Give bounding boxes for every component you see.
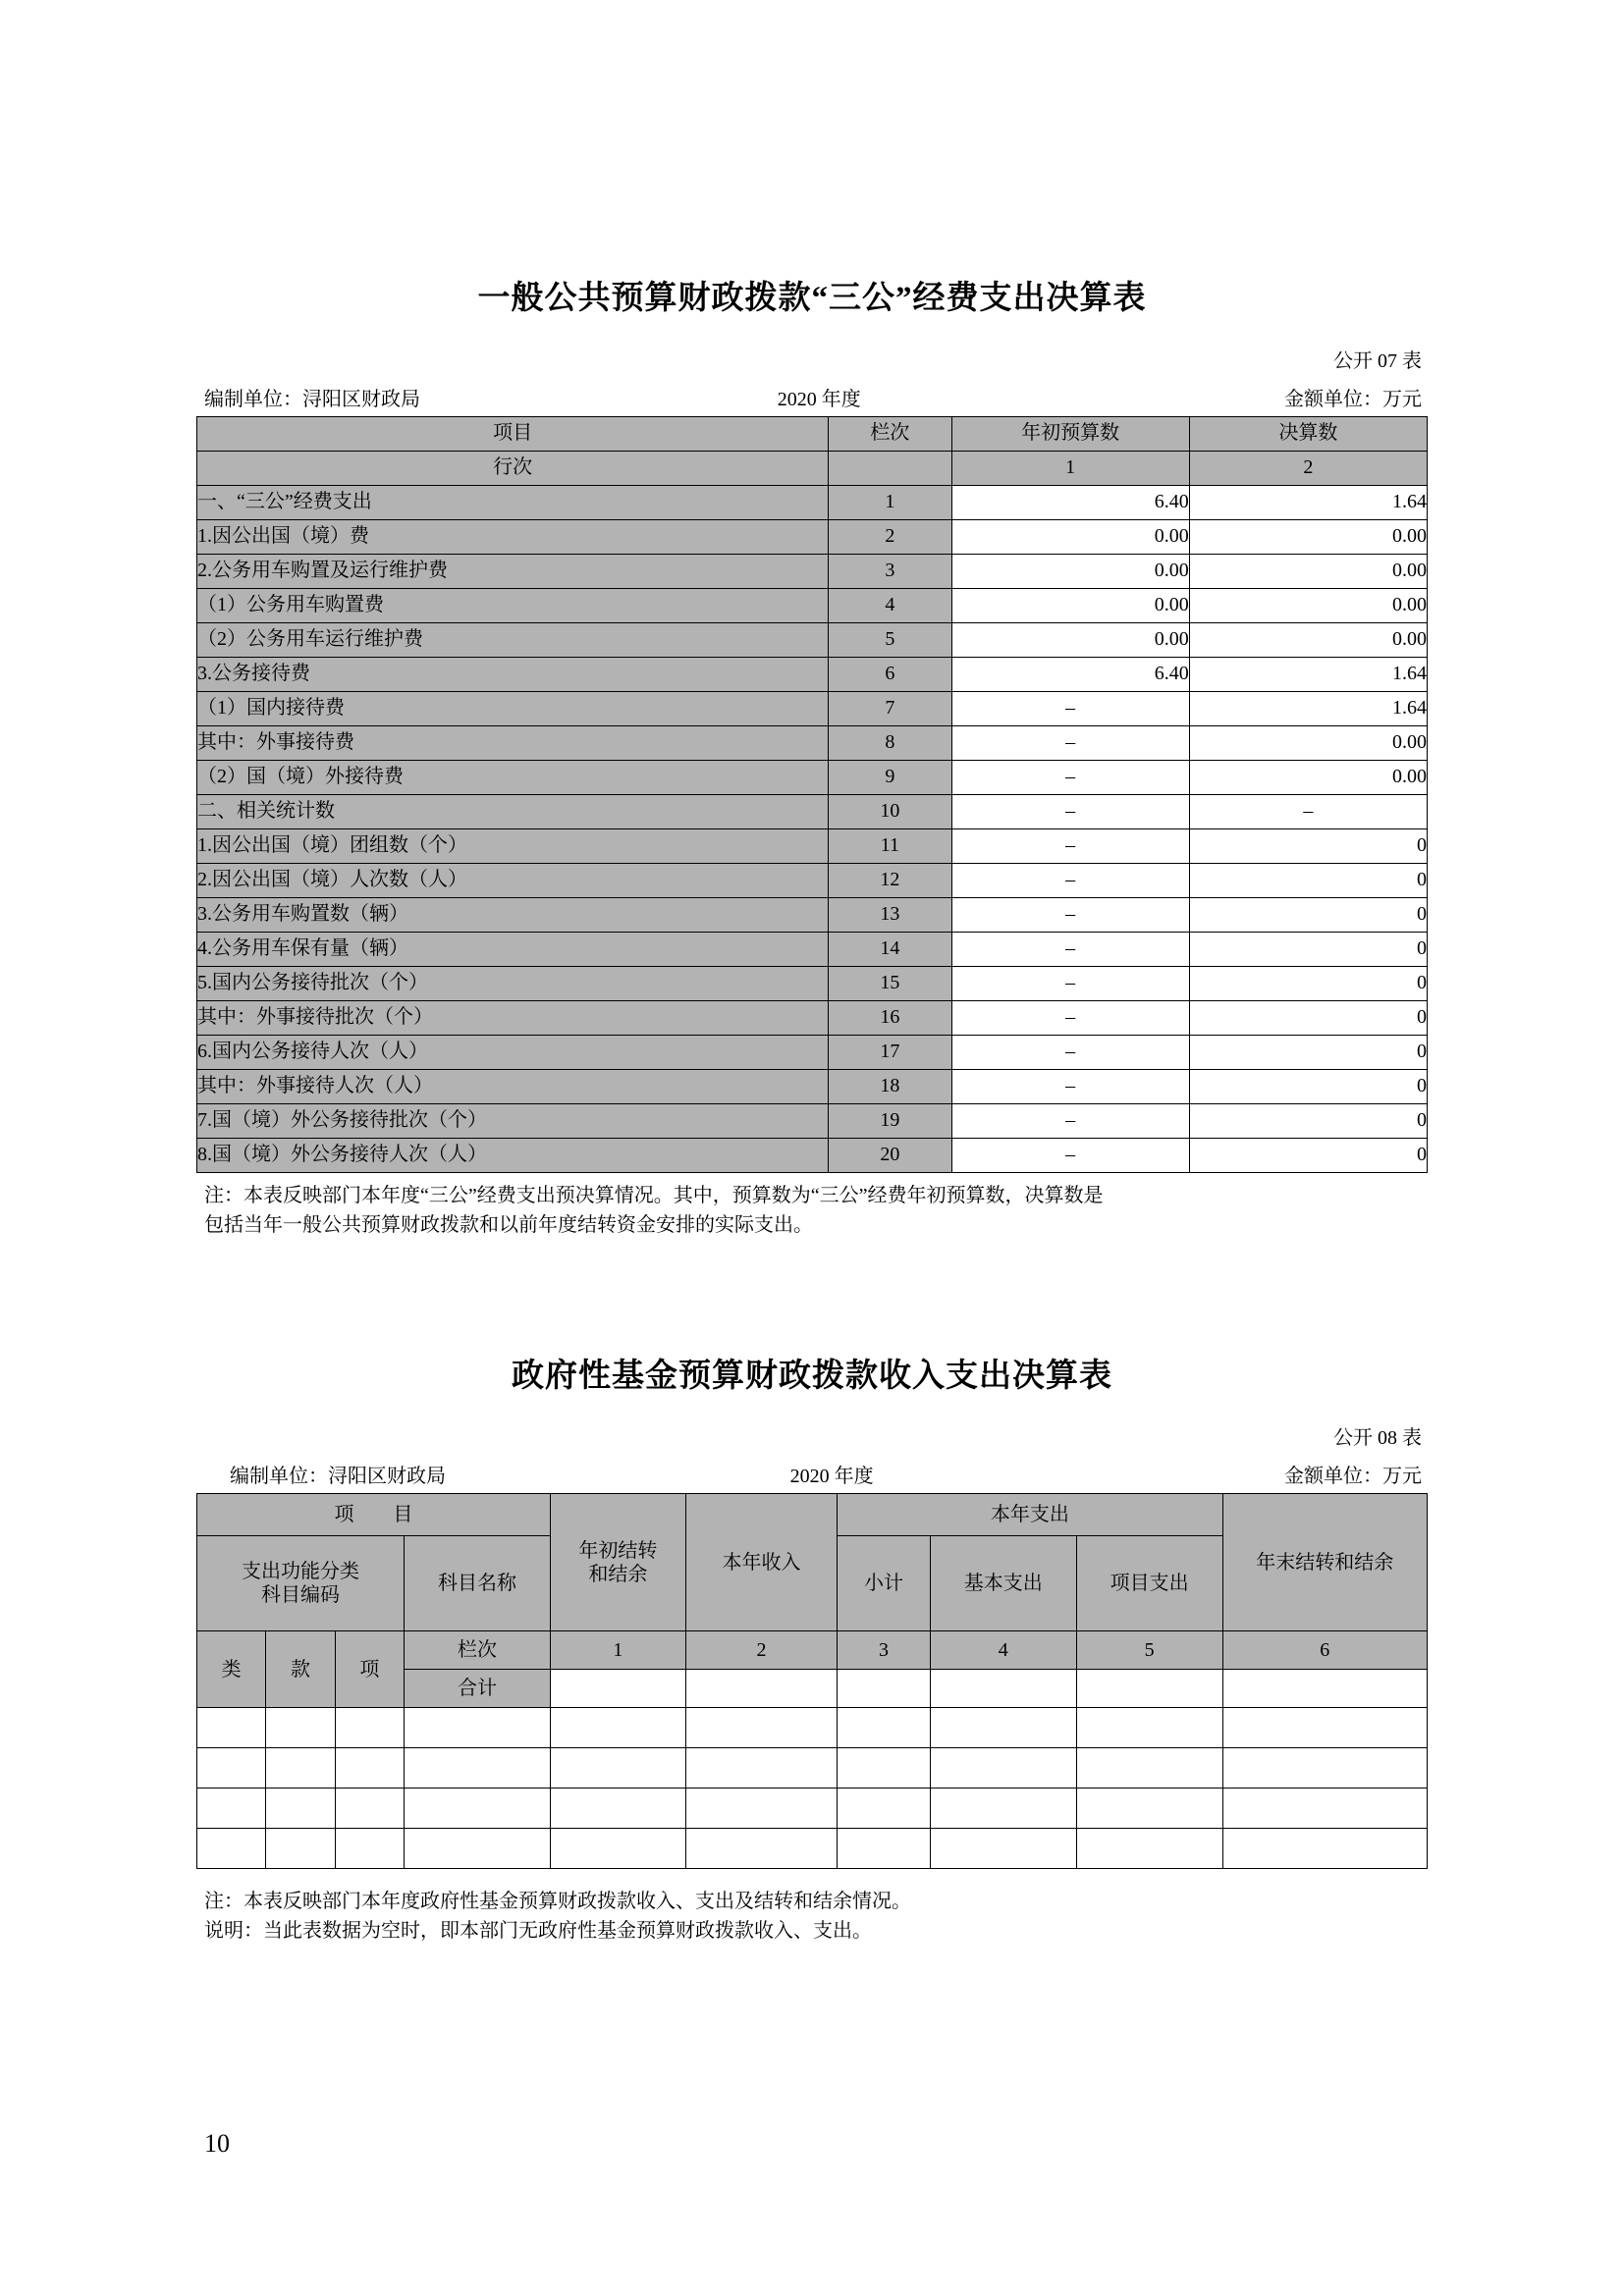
empty-cell [197, 1789, 266, 1829]
header-column-no: 栏次 [405, 1631, 551, 1670]
row-budget-value: – [951, 725, 1189, 760]
header-subtotal: 小计 [838, 1536, 931, 1631]
table-row [197, 1789, 1428, 1829]
empty-cell [1076, 1829, 1222, 1869]
row-budget-value: 6.40 [951, 485, 1189, 519]
row-number: 1 [829, 485, 951, 519]
row-final-value: 0.00 [1189, 622, 1427, 657]
table2-note-line1: 注：本表反映部门本年度政府性基金预算财政拨款收入、支出及结转和结余情况。 [204, 1891, 911, 1913]
empty-cell [1076, 1708, 1222, 1748]
table1-header-row [197, 416, 1428, 451]
table-row [197, 657, 1428, 691]
row-budget-value: 0.00 [951, 554, 1189, 588]
row-label: 一、“三公”经费支出 [197, 485, 829, 519]
table-row [197, 897, 1428, 932]
table1-note [196, 1181, 1428, 1240]
colno-2: 2 [1189, 451, 1427, 485]
row-number: 10 [829, 794, 951, 828]
government-fund-budget-table [196, 1493, 1428, 1869]
table2-note [196, 1887, 1428, 1946]
total-cell-6 [1222, 1670, 1427, 1708]
table-row [197, 1000, 1428, 1035]
header-item: 项 [335, 1631, 404, 1708]
row-label: 2.公务用车购置及运行维护费 [197, 554, 829, 588]
empty-cell [335, 1708, 404, 1748]
header-subject-name: 科目名称 [405, 1536, 551, 1631]
row-budget-value: – [951, 966, 1189, 1000]
row-number: 14 [829, 932, 951, 966]
row-label: （2）国（境）外接待费 [197, 760, 829, 794]
row-number: 3 [829, 554, 951, 588]
row-final-value: 0 [1189, 1035, 1427, 1069]
row-number: 7 [829, 691, 951, 725]
empty-cell [335, 1829, 404, 1869]
table2-amount-unit: 金额单位：万元 [1284, 1466, 1423, 1488]
row-number: 8 [829, 725, 951, 760]
header-expense-year: 本年支出 [838, 1494, 1222, 1536]
row-final-value: 0 [1189, 932, 1427, 966]
row-number: 2 [829, 519, 951, 554]
rowno-blank [829, 451, 951, 485]
header-item-group: 项 目 [197, 1494, 551, 1536]
table-row [197, 725, 1428, 760]
row-budget-value: – [951, 863, 1189, 897]
header-carryover-begin-line2: 和结余 [588, 1563, 648, 1585]
row-budget-value: 0.00 [951, 622, 1189, 657]
empty-cell [405, 1748, 551, 1789]
row-label: 3.公务用车购置数（辆） [197, 897, 829, 932]
row-label: 其中：外事接待批次（个） [197, 1000, 829, 1035]
row-label: 二、相关统计数 [197, 794, 829, 828]
empty-cell [838, 1829, 931, 1869]
row-number: 5 [829, 622, 951, 657]
table2-compiling-unit: 编制单位：浔阳区财政局 [230, 1466, 446, 1488]
row-budget-value: 0.00 [951, 588, 1189, 622]
empty-cell [405, 1708, 551, 1748]
empty-cell [685, 1789, 837, 1829]
row-final-value: – [1189, 794, 1427, 828]
row-final-value: 1.64 [1189, 691, 1427, 725]
row-budget-value: – [951, 1138, 1189, 1172]
row-number: 4 [829, 588, 951, 622]
table-row [197, 794, 1428, 828]
colno-3: 3 [838, 1631, 931, 1670]
row-final-value: 0.00 [1189, 588, 1427, 622]
table-row [197, 1103, 1428, 1138]
row-number: 9 [829, 760, 951, 794]
row-budget-value: – [951, 1103, 1189, 1138]
row-final-value: 0.00 [1189, 760, 1427, 794]
row-budget-value: – [951, 1069, 1189, 1103]
row-budget-value: – [951, 794, 1189, 828]
empty-cell [1076, 1748, 1222, 1789]
table-row [197, 863, 1428, 897]
empty-cell [1222, 1748, 1427, 1789]
header-final: 决算数 [1189, 416, 1427, 451]
row-label: 4.公务用车保有量（辆） [197, 932, 829, 966]
table-row [197, 588, 1428, 622]
empty-cell [550, 1748, 685, 1789]
header-column-no: 栏次 [829, 416, 951, 451]
header-item: 项目 [197, 416, 829, 451]
total-cell-4 [930, 1670, 1076, 1708]
header-function-code [197, 1536, 405, 1631]
row-budget-value: – [951, 932, 1189, 966]
table-row [197, 1035, 1428, 1069]
empty-cell [550, 1829, 685, 1869]
empty-cell [197, 1748, 266, 1789]
row-number: 19 [829, 1103, 951, 1138]
row-final-value: 0.00 [1189, 725, 1427, 760]
row-label: 8.国（境）外公务接待人次（人） [197, 1138, 829, 1172]
empty-cell [930, 1829, 1076, 1869]
row-budget-value: – [951, 828, 1189, 863]
header-project-expense: 项目支出 [1076, 1536, 1222, 1631]
row-final-value: 0.00 [1189, 519, 1427, 554]
table-row [197, 1069, 1428, 1103]
table2-title: 政府性基金预算财政拨款收入支出决算表 [512, 1358, 1112, 1394]
row-budget-value: 0.00 [951, 519, 1189, 554]
row-number: 13 [829, 897, 951, 932]
empty-cell [197, 1829, 266, 1869]
table2-section [196, 1240, 1428, 1947]
row-final-value: 0 [1189, 1103, 1427, 1138]
row-number: 17 [829, 1035, 951, 1069]
header-carryover-begin-line1: 年初结转 [578, 1539, 658, 1562]
table-row [197, 966, 1428, 1000]
empty-cell [685, 1829, 837, 1869]
row-budget-value: – [951, 1035, 1189, 1069]
colno-6: 6 [1222, 1631, 1427, 1670]
table2-note-line2: 说明：当此表数据为空时，即本部门无政府性基金预算财政拨款收入、支出。 [204, 1920, 872, 1943]
table2-header-row-1 [197, 1494, 1428, 1536]
row-label: （1）公务用车购置费 [197, 588, 829, 622]
row-budget-value: – [951, 1000, 1189, 1035]
colno-1: 1 [951, 451, 1189, 485]
table-row [197, 554, 1428, 588]
row-label: 6.国内公务接待人次（人） [197, 1035, 829, 1069]
empty-cell [838, 1708, 931, 1748]
empty-cell [405, 1789, 551, 1829]
row-label: （2）公务用车运行维护费 [197, 622, 829, 657]
header-income-year: 本年收入 [685, 1494, 837, 1631]
table1-form-number: 公开 07 表 [1333, 349, 1422, 372]
table-row [197, 828, 1428, 863]
total-cell-1 [550, 1670, 685, 1708]
row-number: 15 [829, 966, 951, 1000]
empty-cell [550, 1789, 685, 1829]
table2-meta-row [196, 1460, 1428, 1488]
empty-cell [1076, 1789, 1222, 1829]
table1-note-line1: 注：本表反映部门本年度“三公”经费支出预决算情况。其中，预算数为“三公”经费年初预算数，决算数是 [204, 1184, 1104, 1206]
table-row [197, 760, 1428, 794]
three-public-expense-table [196, 416, 1428, 1173]
empty-cell [1222, 1789, 1427, 1829]
empty-cell [1222, 1708, 1427, 1748]
empty-cell [266, 1748, 335, 1789]
empty-cell [335, 1748, 404, 1789]
row-label: 2.因公出国（境）人次数（人） [197, 863, 829, 897]
table-row [197, 1138, 1428, 1172]
row-final-value: 0 [1189, 897, 1427, 932]
total-cell-2 [685, 1670, 837, 1708]
header-carryover-begin [550, 1494, 685, 1631]
table-row [197, 1748, 1428, 1789]
empty-cell [930, 1708, 1076, 1748]
table1-rownum-row [197, 451, 1428, 485]
empty-cell [405, 1829, 551, 1869]
row-number: 18 [829, 1069, 951, 1103]
row-label: 其中：外事接待费 [197, 725, 829, 760]
table2-colno-row [197, 1631, 1428, 1670]
table-row [197, 622, 1428, 657]
row-final-value: 0.00 [1189, 554, 1427, 588]
total-cell-5 [1076, 1670, 1222, 1708]
row-label: 1.因公出国（境）团组数（个） [197, 828, 829, 863]
row-budget-value: – [951, 760, 1189, 794]
table1-compiling-unit: 编制单位：浔阳区财政局 [204, 388, 420, 410]
colno-4: 4 [930, 1631, 1076, 1670]
table1-note-line2: 包括当年一般公共预算财政拨款和以前年度结转资金安排的实际支出。 [204, 1213, 813, 1236]
table-row [197, 691, 1428, 725]
empty-cell [838, 1748, 931, 1789]
header-section: 款 [266, 1631, 335, 1708]
empty-cell [266, 1708, 335, 1748]
colno-5: 5 [1076, 1631, 1222, 1670]
empty-cell [838, 1789, 931, 1829]
table-row [197, 485, 1428, 519]
empty-cell [1222, 1829, 1427, 1869]
row-label: 1.因公出国（境）费 [197, 519, 829, 554]
header-function-code-line1: 支出功能分类 [242, 1561, 360, 1583]
rowno-label: 行次 [197, 451, 829, 485]
table1-section [196, 0, 1428, 1240]
row-final-value: 0 [1189, 1000, 1427, 1035]
row-final-value: 0 [1189, 828, 1427, 863]
table1-year: 2020 年度 [777, 388, 861, 410]
row-label: 其中：外事接待人次（人） [197, 1069, 829, 1103]
empty-cell [550, 1708, 685, 1748]
empty-cell [930, 1789, 1076, 1829]
row-final-value: 0 [1189, 1069, 1427, 1103]
row-final-value: 0 [1189, 1138, 1427, 1172]
empty-cell [685, 1708, 837, 1748]
row-label: （1）国内接待费 [197, 691, 829, 725]
header-budget: 年初预算数 [951, 416, 1189, 451]
table1-meta-row [196, 383, 1428, 411]
header-function-code-line2: 科目编码 [261, 1584, 341, 1607]
table2-year: 2020 年度 [789, 1466, 874, 1488]
empty-cell [930, 1748, 1076, 1789]
header-total: 合计 [405, 1670, 551, 1708]
row-final-value: 0 [1189, 966, 1427, 1000]
empty-cell [266, 1829, 335, 1869]
page-number: 10 [204, 2129, 230, 2158]
header-class: 类 [197, 1631, 266, 1708]
empty-cell [335, 1789, 404, 1829]
header-carryover-end: 年末结转和结余 [1222, 1494, 1427, 1631]
table1-amount-unit: 金额单位：万元 [1284, 388, 1423, 410]
table-row [197, 519, 1428, 554]
empty-cell [197, 1708, 266, 1748]
row-number: 16 [829, 1000, 951, 1035]
empty-cell [266, 1789, 335, 1829]
row-final-value: 1.64 [1189, 657, 1427, 691]
table-row [197, 1708, 1428, 1748]
table2-form-number: 公开 08 表 [1333, 1427, 1422, 1450]
row-number: 6 [829, 657, 951, 691]
table-row [197, 1829, 1428, 1869]
row-number: 12 [829, 863, 951, 897]
row-final-value: 1.64 [1189, 485, 1427, 519]
colno-1: 1 [550, 1631, 685, 1670]
row-number: 11 [829, 828, 951, 863]
empty-cell [685, 1748, 837, 1789]
row-label: 3.公务接待费 [197, 657, 829, 691]
total-cell-3 [838, 1670, 931, 1708]
row-final-value: 0 [1189, 863, 1427, 897]
row-budget-value: – [951, 897, 1189, 932]
colno-2: 2 [685, 1631, 837, 1670]
table1-title: 一般公共预算财政拨款“三公”经费支出决算表 [477, 281, 1147, 316]
row-budget-value: – [951, 691, 1189, 725]
row-label: 7.国（境）外公务接待批次（个） [197, 1103, 829, 1138]
row-label: 5.国内公务接待批次（个） [197, 966, 829, 1000]
header-basic-expense: 基本支出 [930, 1536, 1076, 1631]
row-number: 20 [829, 1138, 951, 1172]
table-row [197, 932, 1428, 966]
row-budget-value: 6.40 [951, 657, 1189, 691]
